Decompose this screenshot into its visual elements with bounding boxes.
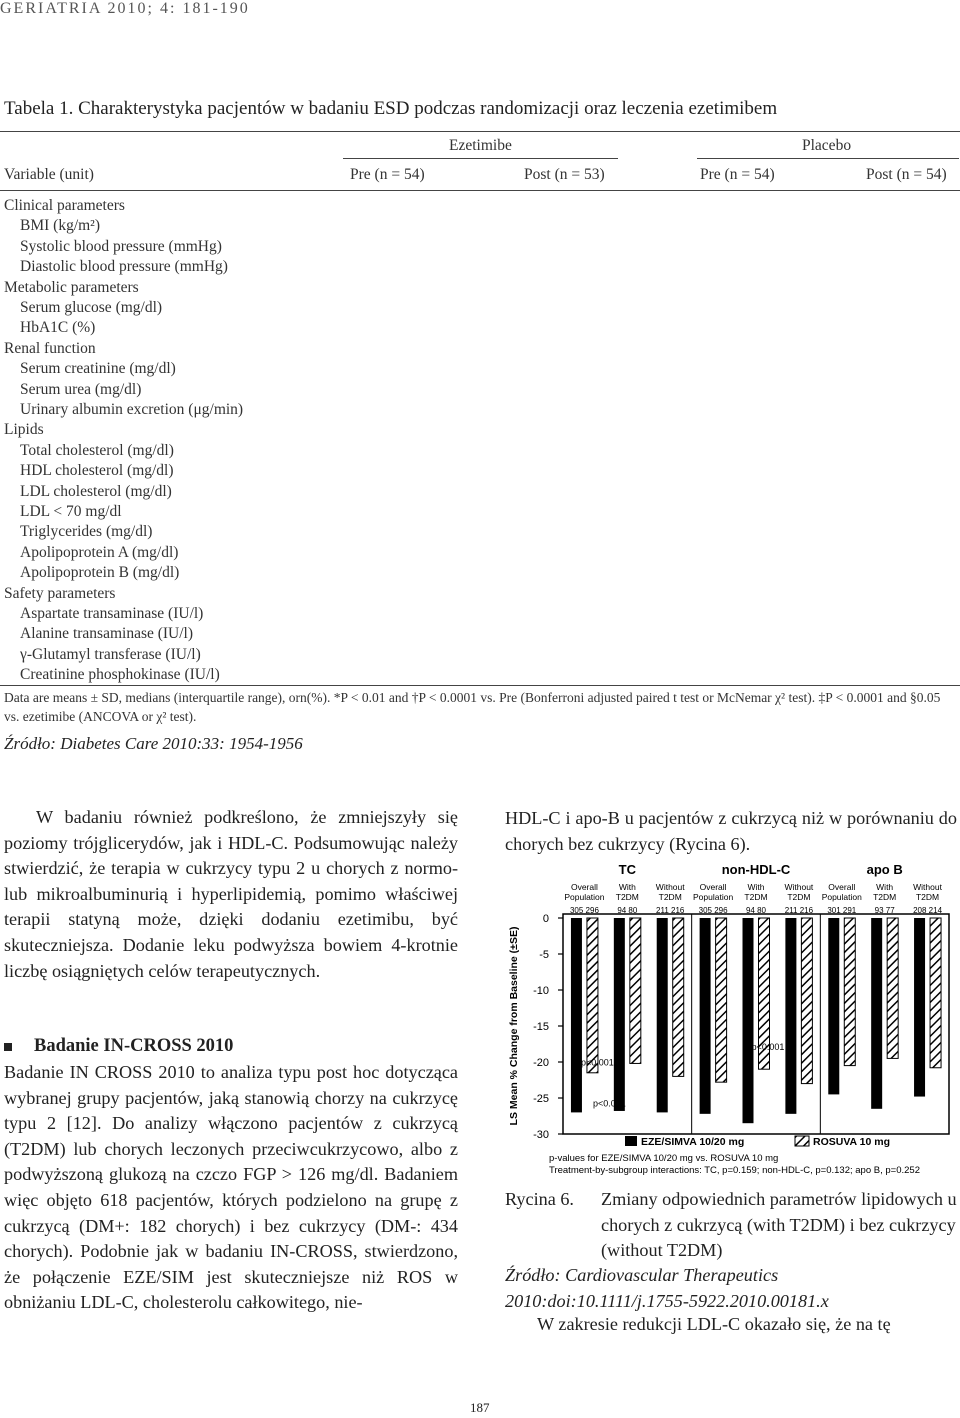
- bar-eze-simva: [871, 918, 882, 1109]
- group-rule-ezetimibe: [343, 158, 618, 159]
- group-n-label: 93 77: [874, 906, 895, 915]
- table-source: Źródło: Diabetes Care 2010:33: 1954-1956: [4, 734, 303, 753]
- bar-eze-simva: [614, 918, 625, 1111]
- right-column-paragraph: HDL-C i apo-B u pacjentów z cukrzycą niż w porównaniu do chorych bez cukrzycy (Rycina 6).: [505, 808, 957, 854]
- table-row-label: γ-Glutamyl transferase (IU/l): [20, 645, 201, 663]
- bar-eze-simva: [743, 918, 754, 1123]
- group-label: Population: [693, 892, 734, 902]
- legend-label-eze-simva: EZE/SIMVA 10/20 mg: [641, 1136, 745, 1148]
- page-number: 187: [470, 1400, 490, 1415]
- group-label: Population: [564, 892, 605, 902]
- table-row-label: LDL cholesterol (mg/dl): [20, 482, 172, 500]
- table-row-label: Diastolic blood pressure (mmHg): [20, 258, 228, 276]
- left-column-paragraph-1: [4, 805, 458, 984]
- group-label: Overall: [570, 882, 598, 892]
- group-n-label: 301 291: [827, 906, 857, 915]
- panel-title: non-HDL-C: [721, 862, 791, 877]
- y-tick-label: -25: [533, 1093, 549, 1105]
- group-label: T2DM: [873, 892, 897, 902]
- group-n-label: 211 216: [656, 906, 685, 915]
- legend-swatch-eze-simva: [625, 1136, 637, 1146]
- p-value-label: p<0.001: [581, 1057, 614, 1068]
- figure-6: [505, 858, 957, 1181]
- right-column-continuation: W zakresie redukcji LDL-C okazało się, że na tę: [537, 1314, 891, 1334]
- group-n-label: 208 214: [913, 906, 943, 915]
- bar-rosuva: [801, 918, 812, 1084]
- y-tick-label: -15: [533, 1021, 549, 1033]
- table-row-label: Urinary albumin excretion (μg/min): [20, 401, 244, 418]
- group-label: With: [747, 882, 765, 892]
- table-row-label: Total cholesterol (mg/dl): [20, 441, 174, 459]
- y-tick-label: 0: [542, 913, 549, 925]
- group-label: Overall: [699, 882, 727, 892]
- table-section-label: Lipids: [4, 421, 44, 439]
- group-label: Without: [913, 882, 942, 892]
- group-n-label: 94 80: [745, 906, 767, 915]
- chart-annotation: p-values for EZE/SIMVA 10/20 mg vs. ROSUVA 10 mg: [549, 1153, 779, 1164]
- bar-rosuva: [630, 918, 641, 1063]
- group-label: T2DM: [615, 892, 639, 902]
- running-header: GERIATRIA 2010; 4: 181-190: [0, 0, 250, 17]
- table-row-label: Apolipoprotein B (mg/dl): [20, 564, 180, 582]
- table-section-label: Safety parameters: [4, 584, 116, 602]
- figure-label: Rycina 6.: [505, 1189, 574, 1209]
- bar-eze-simva: [914, 918, 925, 1097]
- y-axis-label: LS Mean % Change from Baseline (±SE): [508, 926, 520, 1126]
- table-row-label: Creatinine phosphokinase (IU/l): [20, 666, 220, 684]
- bullet-square-icon: [4, 1043, 12, 1051]
- group-label: With: [618, 882, 636, 892]
- legend-label-rosuva: ROSUVA 10 mg: [813, 1136, 891, 1148]
- table-row-label: Apolipoprotein A (mg/dl): [20, 543, 179, 561]
- table-row-label: LDL < 70 mg/dl: [20, 503, 122, 520]
- p-value-label: p<0.001: [593, 1098, 626, 1109]
- group-n-label: 94 80: [617, 906, 638, 915]
- figure-caption-text: Zmiany odpowiednich parametrów lipidowych u chorych z cukrzycą (with T2DM) i bez cukrzycy (without T2DM): [601, 1189, 957, 1261]
- bar-eze-simva: [700, 918, 711, 1114]
- chart-annotation: Treatment-by-subgroup interactions: TC, p=0.159; non-HDL-C, p=0.132; apo B, p=0.252: [549, 1165, 920, 1176]
- bar-rosuva: [930, 918, 941, 1068]
- table-row-label: Serum creatinine (mg/dl): [20, 360, 176, 378]
- col-header-ez-pre: Pre (n = 54): [350, 166, 425, 183]
- group-n-label: 211 216: [784, 906, 814, 915]
- col-header-pl-post: Post (n = 54): [866, 166, 947, 183]
- figure-source: Źródło: Cardiovascular Therapeutics 2010:doi:10.1111/j.1755-5922.2010.00181.x: [505, 1265, 829, 1311]
- bar-chart: [505, 858, 957, 1176]
- group-n-label: 305 296: [569, 906, 599, 915]
- table-row-label: Alanine transaminase (IU/l): [20, 625, 194, 643]
- table-row-label: Serum glucose (mg/dl): [20, 299, 163, 316]
- group-label: T2DM: [915, 892, 940, 902]
- group-label: T2DM: [744, 892, 768, 902]
- paragraph-in-cross: Badanie IN CROSS 2010 to analiza typu post hoc dotycząca wybranej grupy pacjentów, jaką stanowią chorzy na cukrzycę typu 2 [12]. Do analizy włączono pacjentów z cukrzycą (T2DM) lub chorych leczonych przeciwcukrzycowo, albo z podwyższoną glukozą na czczo FGP > 126 mg/dl. Badaniem więc objęto 618 pacjentów, których podzielono na grupę z cukrzycą (DM+: 182 chorych) i bez cukrzycy (DM-: 434 chorych). Podobnie jak w badaniu IN-CROSS, stwierdzono, że połączenie EZE/SIM jest skuteczniejsze niż ROS w obniżaniu LDL-C, cholesterolu całkowitego, nie-: [4, 1062, 458, 1313]
- header-rule: [0, 190, 960, 191]
- table-row-label: HbA1C (%): [20, 319, 96, 337]
- group-ezetimibe: Ezetimibe: [449, 137, 512, 154]
- bar-eze-simva: [785, 918, 796, 1114]
- group-label: Without: [655, 882, 685, 892]
- table-section-label: Renal function: [4, 339, 96, 357]
- group-n-label: 305 296: [698, 906, 728, 915]
- panel-title: TC: [618, 862, 637, 877]
- table-row-label: Aspartate transaminase (IU/l): [20, 605, 204, 622]
- p-value-label: p<0.001: [751, 1041, 785, 1052]
- section-title: Badanie IN-CROSS 2010: [34, 1036, 234, 1056]
- col-header-pl-pre: Pre (n = 54): [700, 166, 775, 183]
- bar-rosuva: [844, 918, 855, 1066]
- group-label: T2DM: [787, 892, 811, 902]
- col-header-variable: Variable (unit): [4, 166, 94, 183]
- table-row-label: HDL cholesterol (mg/dl): [20, 462, 174, 480]
- table-row-label: BMI (kg/m²): [20, 217, 100, 235]
- panel-title: apo B: [866, 862, 903, 877]
- y-tick-label: -10: [533, 985, 549, 997]
- group-label: Population: [821, 892, 862, 902]
- left-column-paragraph-2: [4, 1060, 458, 1316]
- table-footnote: Data are means ± SD, medians (interquartile range), orn(%). *P < 0.01 and †P < 0.0001 vs. Pre (Bonferroni adjusted paired t test or McNemar χ² test). ‡P < 0.0001 and §0.05 vs. ezetimibe (ANCOVA or χ² test).: [4, 690, 941, 724]
- table-row-label: Triglycerides (mg/dl): [20, 523, 153, 541]
- bar-rosuva: [716, 918, 727, 1082]
- group-placebo: Placebo: [802, 137, 852, 154]
- legend-swatch-rosuva: [795, 1136, 809, 1146]
- group-label: Overall: [828, 882, 856, 892]
- bar-rosuva: [673, 918, 684, 1076]
- table-section-label: Clinical parameters: [4, 197, 125, 214]
- group-label: With: [876, 882, 894, 892]
- table-section-label: Metabolic parameters: [4, 278, 139, 296]
- table-row-label: Serum urea (mg/dl): [20, 380, 142, 398]
- col-header-ez-post: Post (n = 53): [524, 166, 605, 183]
- group-label: T2DM: [658, 892, 682, 902]
- group-label: Without: [784, 882, 814, 892]
- section-heading: [4, 1036, 233, 1057]
- table-row-label: Systolic blood pressure (mmHg): [20, 237, 222, 255]
- bar-eze-simva: [657, 918, 668, 1112]
- paragraph-conclusion: W badaniu również podkreślono, że zmniejszyły się poziomy trójglicerydów, jak i HDL-C. Podsumowując należy stwierdzić, że terapia w cukrzycy typu 2 u chorych z normo- lub mikroalbuminurią i hyperlipidemią, pomimo właściwej terapii statyną może, dzięki dodaniu ezetimibu, być skuteczniejsza. Dodanie leku podwyższa bowiem 4-krotnie liczbę osiągniętych celów terapeutycznych.: [4, 807, 458, 981]
- table-caption: Tabela 1. Charakterystyka pacjentów w badaniu ESD podczas randomizacji oraz leczenia ezetimibem: [4, 98, 778, 119]
- bar-rosuva: [587, 918, 598, 1073]
- y-tick-label: -20: [533, 1057, 549, 1069]
- table-top-rule: [0, 131, 960, 132]
- bar-eze-simva: [828, 918, 839, 1094]
- bar-eze-simva: [571, 918, 582, 1112]
- y-tick-label: -5: [539, 949, 549, 961]
- group-rule-placebo: [697, 158, 959, 159]
- bar-rosuva: [887, 918, 898, 1058]
- table-bottom-rule: [0, 685, 960, 686]
- y-tick-label: -30: [533, 1129, 549, 1141]
